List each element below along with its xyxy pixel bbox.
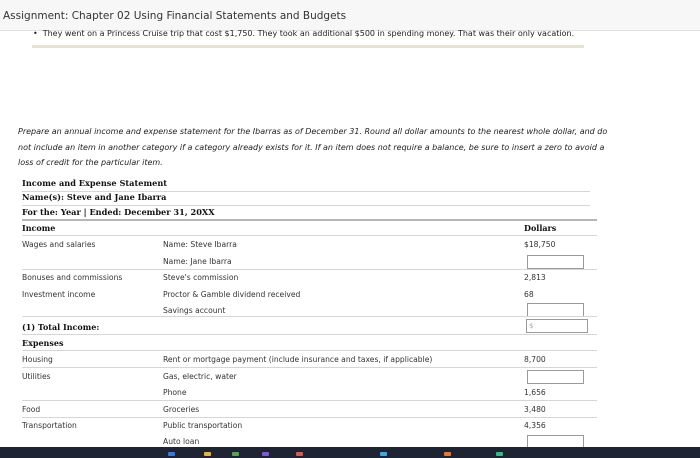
app-icon[interactable] <box>232 452 239 456</box>
utilities-phone-label: Phone <box>163 388 187 397</box>
utilities-gas-label: Gas, electric, water <box>163 372 237 381</box>
savings-input[interactable] <box>527 303 584 317</box>
utilities-category: Utilities <box>22 372 51 381</box>
bullet-text: They went on a Princess Cruise trip that cost $1,750. They took an additional $500 in spending money. That was their only vacation. <box>42 29 575 38</box>
bonuses-category: Bonuses and commissions <box>22 273 123 282</box>
app-icon[interactable] <box>262 452 269 456</box>
savings-item-label: Savings account <box>163 306 226 315</box>
divider <box>22 269 597 270</box>
divider <box>22 400 597 401</box>
expenses-header: Expenses <box>22 338 64 348</box>
bonuses-amount: 2,813 <box>524 273 546 282</box>
total-income-input[interactable] <box>526 319 588 333</box>
divider <box>22 235 597 236</box>
investment-item-label: Proctor & Gamble dividend received <box>163 290 301 299</box>
food-category: Food <box>22 405 41 414</box>
divider <box>22 205 590 206</box>
statement-period: For the: Year | Ended: December 31, 20XX <box>22 207 215 217</box>
statement-names: Name(s): Steve and Jane Ibarra <box>22 192 167 202</box>
utilities-gas-input[interactable] <box>527 370 584 384</box>
divider <box>22 417 597 418</box>
dollars-header: Dollars <box>524 223 557 233</box>
assignment-header <box>0 0 700 31</box>
wages-steve-amount: $18,750 <box>524 240 556 249</box>
total-income-label: (1) Total Income: <box>22 322 100 332</box>
transport-public-label: Public transportation <box>163 421 243 430</box>
page-title: Assignment: Chapter 02 Using Financial Statements and Budgets <box>3 10 347 22</box>
wages-category: Wages and salaries <box>22 240 96 249</box>
bullet-icon: • <box>33 29 38 38</box>
wages-steve-label: Name: Steve Ibarra <box>163 240 237 249</box>
transportation-category: Transportation <box>22 421 77 430</box>
housing-category: Housing <box>22 355 53 364</box>
divider <box>22 316 597 317</box>
utilities-phone-amount: 1,656 <box>524 388 546 397</box>
housing-item-label: Rent or mortgage payment (include insurance and taxes, if applicable) <box>163 355 433 364</box>
bullet-note <box>33 29 574 38</box>
app-icon[interactable] <box>296 452 303 456</box>
app-icon[interactable] <box>444 452 451 456</box>
app-icon[interactable] <box>496 452 503 456</box>
app-icon[interactable] <box>168 452 175 456</box>
transport-public-amount: 4,356 <box>524 421 546 430</box>
instructions-text: Prepare an annual income and expense statement for the Ibarras as of December 31. Round all dollar amounts to the nearest whole dollar, and do not include an item in another category if a category already exists for it. If an item does not require a balance, be sure to insert a zero to avoid a loss of credit for the particular item. <box>18 127 608 168</box>
divider <box>22 367 597 368</box>
divider <box>32 45 584 48</box>
browser-icon[interactable] <box>380 452 387 456</box>
statement-heading: Income and Expense Statement <box>22 178 168 188</box>
divider <box>22 219 597 221</box>
wages-jane-input[interactable] <box>527 255 584 269</box>
investment-category: Investment income <box>22 290 96 299</box>
bonuses-item-label: Steve's commission <box>163 273 239 282</box>
taskbar <box>0 447 700 458</box>
food-amount: 3,480 <box>524 405 546 414</box>
transport-auto-label: Auto loan <box>163 437 200 446</box>
total-income-prefix: $ <box>529 322 534 330</box>
divider <box>22 350 597 351</box>
investment-amount: 68 <box>524 290 534 299</box>
income-header: Income <box>22 223 56 233</box>
housing-amount: 8,700 <box>524 355 546 364</box>
food-item-label: Groceries <box>163 405 200 414</box>
folder-icon[interactable] <box>204 452 211 456</box>
wages-jane-label: Name: Jane Ibarra <box>163 257 232 266</box>
divider <box>22 334 597 335</box>
